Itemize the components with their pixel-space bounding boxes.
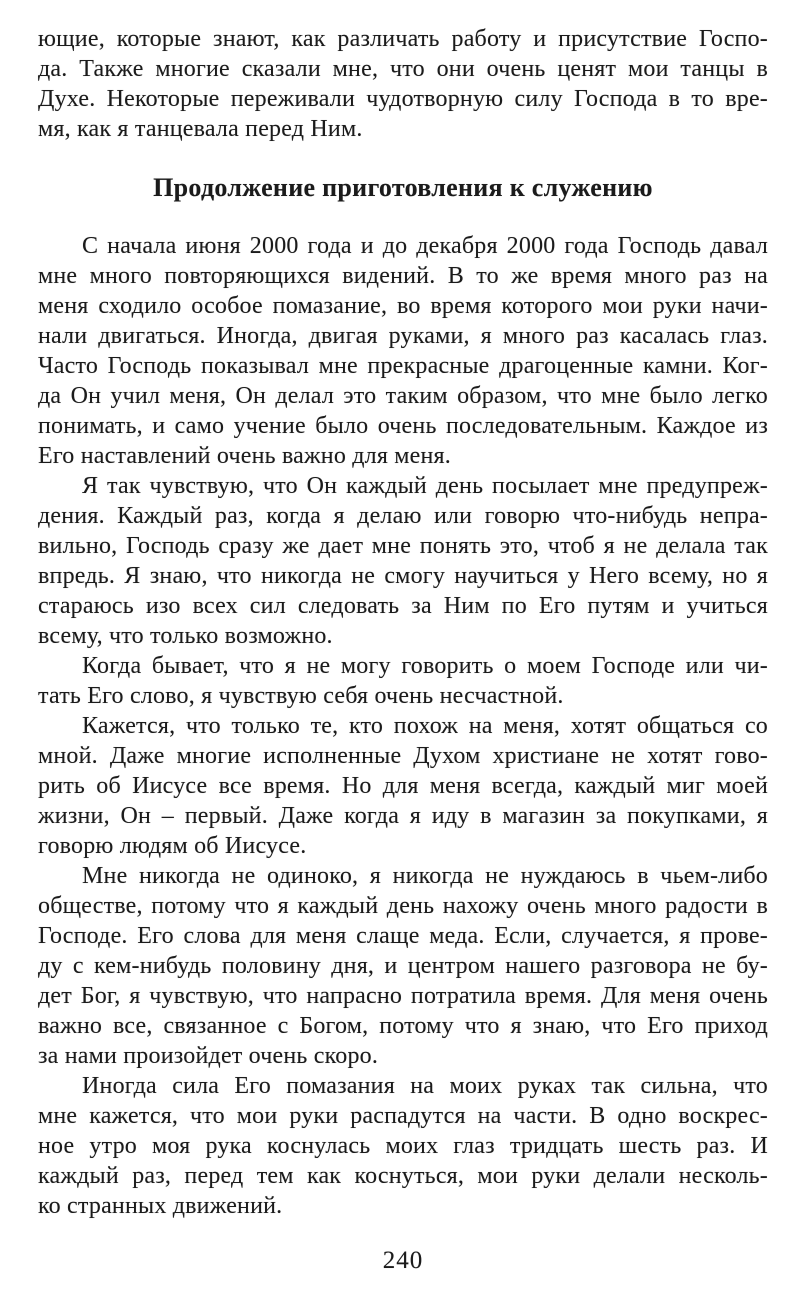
text-line: мне кажется, что мои руки распадутся на части. В одно воскрес- xyxy=(38,1103,768,1129)
text-line: всему, что только возможно. xyxy=(38,623,333,649)
text-line: Кажется, что только те, кто похож на меня, хотят общаться со xyxy=(82,713,768,739)
text-line: обществе, потому что я каждый день нахожу очень много радости в xyxy=(38,893,768,919)
text-line: Когда бывает, что я не могу говорить о моем Господе или чи- xyxy=(82,653,768,679)
paragraph xyxy=(38,651,768,711)
text-line: вильно, Господь сразу же дает мне понять это, чтоб я не делала так xyxy=(38,533,768,559)
paragraph xyxy=(38,24,768,144)
text-line: впредь. Я знаю, что никогда не смогу научиться у Него всему, но я xyxy=(38,563,768,589)
paragraph xyxy=(38,861,768,1071)
text-line: дет Бог, я чувствую, что напрасно потратила время. Для меня очень xyxy=(38,983,768,1009)
text-line: меня сходило особое помазание, во время которого мои руки начи- xyxy=(38,293,768,319)
page-number: 240 xyxy=(382,1247,424,1274)
text-line: тать Его слово, я чувствую себя очень несчастной. xyxy=(38,683,564,709)
text-line: говорю людям об Иисусе. xyxy=(38,833,307,859)
section-heading: Продолжение приготовления к служению xyxy=(153,173,653,202)
text-line: Господе. Его слова для меня слаще меда. Если, случается, я прове- xyxy=(38,923,768,949)
text-line: стараюсь изо всех сил следовать за Ним по Его путям и учиться xyxy=(38,593,768,619)
text-line: Духе. Некоторые переживали чудотворную силу Господа в то вре- xyxy=(38,86,768,112)
text-line: Мне никогда не одиноко, я никогда не нуждаюсь в чьем-либо xyxy=(82,863,768,889)
paragraph xyxy=(38,471,768,651)
text-line: дения. Каждый раз, когда я делаю или говорю что-нибудь непра- xyxy=(38,503,768,529)
text-line: каждый раз, перед тем как коснуться, мои руки делали несколь- xyxy=(38,1163,768,1189)
paragraph xyxy=(38,711,768,861)
text-line: жизни, Он – первый. Даже когда я иду в магазин за покупками, я xyxy=(38,803,768,829)
text-line: за нами произойдет очень скоро. xyxy=(38,1043,379,1069)
text-block xyxy=(38,24,768,1275)
text-line: важно все, связанное с Богом, потому что я знаю, что Его приход xyxy=(38,1013,768,1039)
text-line: мной. Даже многие исполненные Духом христиане не хотят гово- xyxy=(38,743,768,769)
text-line: Часто Господь показывал мне прекрасные драгоценные камни. Ког- xyxy=(38,353,768,379)
text-line: Я так чувствую, что Он каждый день посылает мне предупреж- xyxy=(82,473,768,499)
text-line: Иногда сила Его помазания на моих руках так сильна, что xyxy=(82,1073,768,1099)
paragraph xyxy=(38,231,768,471)
text-line: да Он учил меня, Он делал это таким образом, что мне было легко xyxy=(38,383,768,409)
text-line: рить об Иисусе все время. Но для меня всегда, каждый миг моей xyxy=(38,773,768,799)
text-line: нали двигаться. Иногда, двигая руками, я много раз касалась глаз. xyxy=(38,323,768,349)
text-line: С начала июня 2000 года и до декабря 2000 года Господь давал xyxy=(82,233,768,259)
text-line: мя, как я танцевала перед Ним. xyxy=(38,116,363,142)
text-line: да. Также многие сказали мне, что они очень ценят мои танцы в xyxy=(38,56,768,82)
text-line: ду с кем-нибудь половину дня, и центром нашего разговора не бу- xyxy=(38,953,768,979)
text-line: ное утро моя рука коснулась моих глаз тридцать шесть раз. И xyxy=(38,1133,768,1159)
text-line: мне много повторяющихся видений. В то же время много раз на xyxy=(38,263,768,289)
text-line: ко странных движений. xyxy=(38,1193,283,1219)
text-line: ющие, которые знают, как различать работу и присутствие Госпо- xyxy=(38,26,768,52)
paragraph xyxy=(38,1071,768,1221)
text-line: понимать, и само учение было очень последовательным. Каждое из xyxy=(38,413,768,439)
text-line: Его наставлений очень важно для меня. xyxy=(38,443,451,469)
